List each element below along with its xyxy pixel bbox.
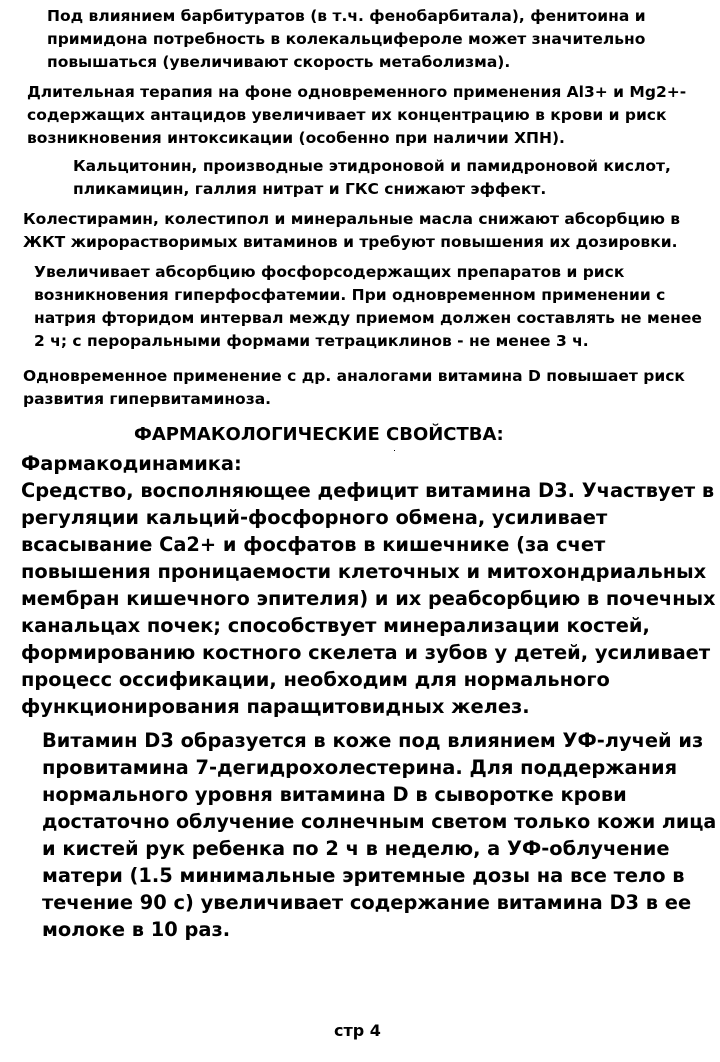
text-line: повышения проницаемости клеточных и митохондриальных [21,560,707,583]
text-line: возникновения интоксикации (особенно при наличии ХПН). [27,129,565,147]
text-line: развития гипервитаминоза. [23,390,272,408]
text-line: возникновения гиперфосфатемии. При одновременном применении с [34,286,666,304]
text-line: провитамина 7-дегидрохолестерина. Для поддержания [42,756,678,779]
text-line: регуляции кальций-фосфорного обмена, усиливает [21,506,608,529]
text-line: повышаться (увеличивают скорость метаболизма). [47,53,511,71]
text-line: Под влиянием барбитуратов (в т.ч. фенобарбитала), фенитоина и [47,7,646,25]
text-line: Витамин D3 образуется в коже под влиянием УФ-лучей из [42,729,704,752]
text-line: всасывание Са2+ и фосфатов в кишечнике (за счет [21,533,606,556]
text-line: пликамицин, галлия нитрат и ГКС снижают эффект. [73,180,547,198]
text-line: достаточно облучение солнечным светом только кожи лица [42,810,717,833]
text-line: мембран кишечного эпителия) и их реабсорбцию в почечных [21,587,716,610]
text-line: содержащих антацидов увеличивает их концентрацию в крови и риск [27,106,667,124]
text-line: Одновременное применение с др. аналогами витамина D повышает риск [23,367,685,385]
text-line: Увеличивает абсорбцию фосфорсодержащих препаратов и риск [34,263,625,281]
text-line: канальцах почек; способствует минерализации костей, [21,614,650,637]
text-line: Длительная терапия на фоне одновременного применения Al3+ и Mg2+- [27,83,687,101]
text-line: ЖКТ жирорастворимых витаминов и требуют повышения их дозировки. [23,233,678,251]
subheading: Фармакодинамика: [21,452,242,475]
text-line: Средство, восполняющее дефицит витамина D3. Участвует в [21,479,715,502]
text-line: 2 ч; с пероральными формами тетрациклинов - не менее 3 ч. [34,332,589,350]
text-line: формированию костного скелета и зубов у детей, усиливает [21,641,711,664]
text-line: процесс оссификации, необходим для нормального [21,668,610,691]
stray-dot [394,450,395,451]
text-line: матери (1.5 минимальные эритемные дозы на все тело в [42,864,685,887]
text-line: функционирования паращитовидных желез. [21,695,530,718]
text-line: и кистей рук ребенка по 2 ч в неделю, а УФ-облучение [42,837,670,860]
text-line: нормального уровня витамина D в сыворотке крови [42,783,627,806]
text-line: натрия фторидом интервал между приемом должен составлять не менее [34,309,702,327]
text-line: Колестирамин, колестипол и минеральные масла снижают абсорбцию в [23,210,681,228]
text-line: Кальцитонин, производные этидроновой и памидроновой кислот, [73,157,671,175]
text-line: течение 90 с) увеличивает содержание витамина D3 в ее [42,891,692,914]
text-line: молоке в 10 раз. [42,918,231,941]
text-line: примидона потребность в колекальцифероле может значительно [47,30,646,48]
section-heading: ФАРМАКОЛОГИЧЕСКИЕ СВОЙСТВА: [134,424,504,445]
page-number: стр 4 [334,1021,381,1040]
